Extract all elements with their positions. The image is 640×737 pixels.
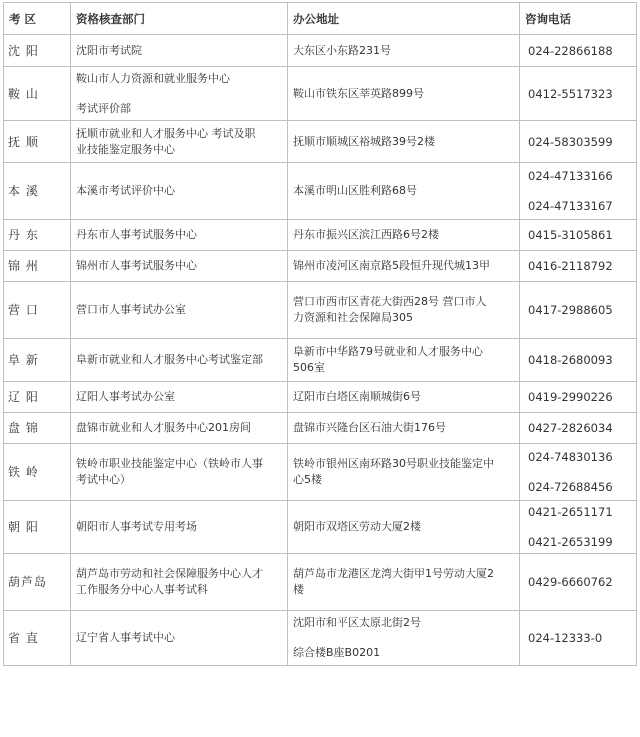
dept-line: 辽阳人事考试办公室 xyxy=(76,390,175,403)
region-cell: 盘 锦 xyxy=(4,413,71,444)
region-cell: 丹 东 xyxy=(4,220,71,251)
dept-line: 考试中心） xyxy=(76,473,131,486)
dept-line: 阜新市就业和人才服务中心考试鉴定部 xyxy=(76,353,263,366)
phone-line: 0412-5517323 xyxy=(528,86,613,101)
address-cell xyxy=(288,282,520,339)
phone-cell xyxy=(520,554,637,611)
region-cell: 省 直 xyxy=(4,611,71,666)
dept-line: 业技能鉴定服务中心 xyxy=(76,142,175,156)
address-cell xyxy=(288,339,520,382)
dept-cell xyxy=(71,501,288,554)
address-line: 综合楼B座B0201 xyxy=(293,646,381,659)
address-line: 沈阳市和平区太原北街2号 xyxy=(293,616,421,629)
address-cell xyxy=(288,220,520,251)
dept-cell xyxy=(71,339,288,382)
region-cell: 锦 州 xyxy=(4,251,71,282)
table-body xyxy=(4,35,637,666)
dept-cell xyxy=(71,444,288,501)
dept-line: 朝阳市人事考试专用考场 xyxy=(76,520,197,533)
address-line: 本溪市明山区胜利路68号 xyxy=(293,184,417,197)
region-cell: 鞍 山 xyxy=(4,67,71,121)
phone-line: 0416-2118792 xyxy=(528,259,613,273)
table-row xyxy=(4,67,637,121)
phone-line: 0421-2651171 xyxy=(528,505,613,519)
region-cell: 朝 阳 xyxy=(4,501,71,554)
phone-line: 0419-2990226 xyxy=(528,390,613,404)
phone-cell xyxy=(520,444,637,501)
address-line: 506室 xyxy=(293,361,325,374)
dept-cell xyxy=(71,382,288,413)
phone-line: 0415-3105861 xyxy=(528,228,613,242)
dept-cell xyxy=(71,163,288,220)
dept-cell xyxy=(71,282,288,339)
dept-cell xyxy=(71,413,288,444)
table-row xyxy=(4,251,637,282)
address-line: 铁岭市银州区南环路30号职业技能鉴定中 xyxy=(293,457,494,470)
table-row xyxy=(4,611,637,666)
dept-line: 鞍山市人力资源和就业服务中心 xyxy=(76,71,230,85)
phone-line: 024-12333-0 xyxy=(528,631,603,645)
header-address: 办公地址 xyxy=(288,3,520,35)
table-row xyxy=(4,501,637,554)
address-cell xyxy=(288,121,520,163)
dept-cell xyxy=(71,35,288,67)
dept-cell xyxy=(71,554,288,611)
address-cell xyxy=(288,251,520,282)
table-row xyxy=(4,554,637,611)
phone-cell xyxy=(520,121,637,163)
phone-line: 024-47133166 xyxy=(528,169,613,183)
phone-cell xyxy=(520,35,637,67)
address-cell xyxy=(288,444,520,501)
address-line: 心5楼 xyxy=(293,473,322,486)
phone-cell xyxy=(520,67,637,121)
address-line: 营口市西市区青花大街西28号 营口市人 xyxy=(293,295,487,308)
dept-line: 丹东市人事考试服务中心 xyxy=(76,228,197,241)
dept-line: 本溪市考试评价中心 xyxy=(76,184,175,197)
region-cell: 本 溪 xyxy=(4,163,71,220)
phone-cell xyxy=(520,413,637,444)
header-dept: 资格核查部门 xyxy=(71,3,288,35)
address-cell xyxy=(288,413,520,444)
phone-line: 024-22866188 xyxy=(528,43,613,58)
dept-line: 锦州市人事考试服务中心 xyxy=(76,259,197,272)
dept-cell xyxy=(71,121,288,163)
dept-line: 考试评价部 xyxy=(76,101,131,115)
region-cell: 阜 新 xyxy=(4,339,71,382)
table-row xyxy=(4,220,637,251)
phone-line: 024-74830136 xyxy=(528,450,613,464)
phone-line: 0418-2680093 xyxy=(528,353,613,367)
region-cell: 葫芦岛 xyxy=(4,554,71,611)
address-line: 大东区小东路231号 xyxy=(293,43,391,57)
exam-contact-table xyxy=(3,2,637,666)
address-line: 力资源和社会保障局305 xyxy=(293,311,413,324)
phone-line: 0429-6660762 xyxy=(528,575,613,589)
address-line: 盘锦市兴隆台区石油大街176号 xyxy=(293,421,446,434)
address-line: 丹东市振兴区滨江西路6号2楼 xyxy=(293,228,439,241)
phone-cell xyxy=(520,282,637,339)
address-line: 葫芦岛市龙港区龙湾大街甲1号劳动大厦2 xyxy=(293,567,494,580)
table-row xyxy=(4,282,637,339)
table-header-row xyxy=(4,3,637,35)
address-line: 朝阳市双塔区劳动大厦2楼 xyxy=(293,520,421,533)
address-line: 楼 xyxy=(293,583,304,596)
dept-line: 营口市人事考试办公室 xyxy=(76,303,186,316)
address-cell xyxy=(288,382,520,413)
table-row xyxy=(4,339,637,382)
phone-cell xyxy=(520,163,637,220)
region-cell: 营 口 xyxy=(4,282,71,339)
dept-cell xyxy=(71,67,288,121)
dept-cell xyxy=(71,220,288,251)
table-row xyxy=(4,35,637,67)
address-line: 辽阳市白塔区南顺城街6号 xyxy=(293,390,421,403)
phone-cell xyxy=(520,501,637,554)
address-cell xyxy=(288,35,520,67)
dept-line: 工作服务分中心人事考试科 xyxy=(76,583,208,596)
region-cell: 沈 阳 xyxy=(4,35,71,67)
address-line: 抚顺市顺城区裕城路39号2楼 xyxy=(293,134,435,148)
phone-cell xyxy=(520,220,637,251)
dept-line: 沈阳市考试院 xyxy=(76,43,142,57)
address-line: 鞍山市铁东区莘英路899号 xyxy=(293,86,424,100)
dept-line: 抚顺市就业和人才服务中心 考试及职 xyxy=(76,126,256,140)
region-cell: 辽 阳 xyxy=(4,382,71,413)
table-row xyxy=(4,163,637,220)
address-line: 阜新市中华路79号就业和人才服务中心 xyxy=(293,345,483,358)
dept-line: 盘锦市就业和人才服务中心201房间 xyxy=(76,421,251,434)
dept-line: 铁岭市职业技能鉴定中心（铁岭市人事 xyxy=(76,457,263,470)
phone-line: 0421-2653199 xyxy=(528,535,613,549)
address-cell xyxy=(288,611,520,666)
header-phone: 咨询电话 xyxy=(520,3,637,35)
phone-cell xyxy=(520,611,637,666)
phone-line: 0417-2988605 xyxy=(528,303,613,317)
table-row xyxy=(4,121,637,163)
dept-line: 葫芦岛市劳动和社会保障服务中心人才 xyxy=(76,567,263,580)
address-cell xyxy=(288,501,520,554)
phone-line: 0427-2826034 xyxy=(528,421,613,435)
address-cell xyxy=(288,554,520,611)
phone-line: 024-58303599 xyxy=(528,134,613,149)
address-cell xyxy=(288,163,520,220)
phone-cell xyxy=(520,251,637,282)
header-region: 考 区 xyxy=(4,3,71,35)
region-cell: 铁 岭 xyxy=(4,444,71,501)
phone-cell xyxy=(520,382,637,413)
phone-line: 024-72688456 xyxy=(528,480,613,494)
dept-cell xyxy=(71,251,288,282)
table-row xyxy=(4,444,637,501)
region-cell: 抚 顺 xyxy=(4,121,71,163)
table-row xyxy=(4,413,637,444)
phone-line: 024-47133167 xyxy=(528,199,613,213)
dept-line: 辽宁省人事考试中心 xyxy=(76,631,175,644)
phone-cell xyxy=(520,339,637,382)
address-line: 锦州市凌河区南京路5段恒升现代城13甲 xyxy=(293,259,490,272)
dept-cell xyxy=(71,611,288,666)
table-row xyxy=(4,382,637,413)
address-cell xyxy=(288,67,520,121)
